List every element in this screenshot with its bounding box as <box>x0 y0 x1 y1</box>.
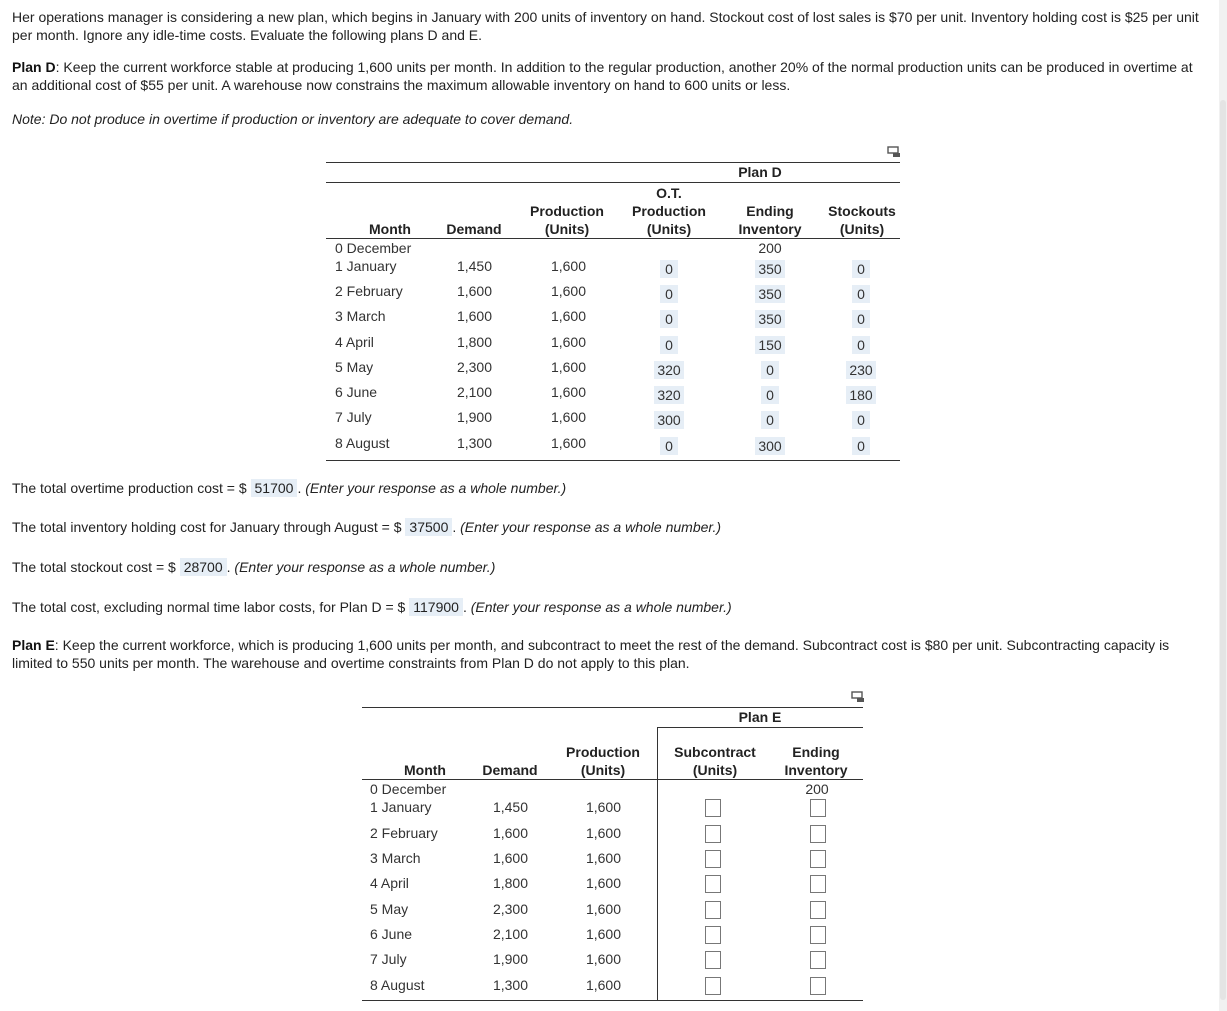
stockout-cell[interactable]: 0 <box>852 437 870 455</box>
stockout-cost-hint: (Enter your response as a whole number.) <box>234 559 496 575</box>
plan-e-divider <box>657 727 658 1001</box>
ending-inventory-cell[interactable]: 350 <box>755 260 785 278</box>
demand-value: 1,600 <box>456 283 492 299</box>
subcontract-input[interactable] <box>705 951 721 969</box>
plan-e-title: Plan E <box>738 709 782 725</box>
demand-value: 1,800 <box>492 875 528 891</box>
ot-production-cell[interactable]: 0 <box>660 260 678 278</box>
demand-value: 1,300 <box>456 435 492 451</box>
ot-production-cell[interactable]: 300 <box>654 411 684 429</box>
month-label: 0 December <box>335 240 412 256</box>
production-value: 1,600 <box>550 308 586 324</box>
header-production-units: (Units) <box>580 762 626 778</box>
ending-inventory-input[interactable] <box>810 875 826 893</box>
ending-inventory-cell[interactable]: 0 <box>761 386 779 404</box>
download-icon[interactable] <box>887 146 901 158</box>
plan-d-description <box>12 58 1207 94</box>
ending-inventory-input[interactable] <box>810 850 826 868</box>
month-label: 3 March <box>335 308 386 324</box>
month-label: 5 May <box>335 359 374 375</box>
month-label: 3 March <box>370 850 421 866</box>
demand-value: 1,300 <box>492 977 528 993</box>
month-label: 6 June <box>335 384 378 400</box>
total-cost-label: The total cost, excluding normal time labor costs, for Plan D = $ <box>12 599 406 615</box>
ending-inventory-cell[interactable]: 350 <box>755 310 785 328</box>
header-month: Month <box>404 762 446 778</box>
ot-cost-hint: (Enter your response as a whole number.) <box>305 480 567 496</box>
demand-value: 1,450 <box>492 799 528 815</box>
month-label: 7 July <box>370 951 407 967</box>
subcontract-input[interactable] <box>705 901 721 919</box>
plan-d-text: : Keep the current workforce stable at producing 1,600 units per month. In addition to the regular production, another 20% of the normal production units can be produced in overtime at an additional cost of $55 per unit. A warehouse now constrains the maximum allowable inventory on hand to 600 units or less. <box>12 59 1193 93</box>
ending-inventory-cell[interactable]: 300 <box>755 437 785 455</box>
stockout-cell[interactable]: 230 <box>846 361 876 379</box>
ending-inventory-input[interactable] <box>810 977 826 995</box>
header-ending-inventory: Inventory <box>784 762 848 778</box>
production-value: 1,600 <box>550 283 586 299</box>
ending-inventory-cell[interactable]: 0 <box>761 361 779 379</box>
production-value: 1,600 <box>585 926 621 942</box>
production-value: 1,600 <box>550 435 586 451</box>
stockout-cost-line: The total stockout cost = $ 28700 . (Enter your response as a whole number.) <box>12 559 496 575</box>
holding-cost-hint: (Enter your response as a whole number.) <box>460 519 722 535</box>
plan-d-header-rule <box>326 238 900 239</box>
ot-cost-line: The total overtime production cost = $ 51700 . (Enter your response as a whole number.) <box>12 480 567 496</box>
header-ending: Ending <box>746 203 794 219</box>
month-label: 2 February <box>335 283 403 299</box>
demand-value: 1,600 <box>492 850 528 866</box>
stockout-cell[interactable]: 0 <box>852 336 870 354</box>
header-subcontract: Subcontract <box>674 744 756 760</box>
production-value: 1,600 <box>550 359 586 375</box>
demand-value: 1,600 <box>492 825 528 841</box>
ot-production-cell[interactable]: 0 <box>660 285 678 303</box>
total-cost-answer[interactable]: 117900 <box>409 598 463 616</box>
ending-inventory-cell[interactable]: 150 <box>755 336 785 354</box>
subcontract-input[interactable] <box>705 799 721 817</box>
ending-inventory-input[interactable] <box>810 901 826 919</box>
ending-inventory-cell[interactable]: 350 <box>755 285 785 303</box>
production-value: 1,600 <box>550 409 586 425</box>
plan-d-top-rule <box>326 162 900 163</box>
header-ending: Ending <box>792 744 840 760</box>
header-month: Month <box>369 221 411 237</box>
ot-cost-answer[interactable]: 51700 <box>251 479 298 497</box>
holding-cost-label: The total inventory holding cost for January through August = $ <box>12 519 402 535</box>
plan-e-description <box>12 636 1207 672</box>
production-value: 1,600 <box>585 977 621 993</box>
header-ot-units: (Units) <box>646 221 692 237</box>
demand-value: 1,800 <box>456 334 492 350</box>
header-ending-inventory: Inventory <box>738 221 802 237</box>
header-subcontract-units: (Units) <box>692 762 738 778</box>
production-value: 1,600 <box>585 951 621 967</box>
stockout-cost-answer[interactable]: 28700 <box>180 558 227 576</box>
plan-e-text: : Keep the current workforce, which is producing 1,600 units per month, and subcontract to meet the rest of the demand. Subcontract cost is $80 per unit. Subcontracting capacity is limited to 550 units per month. The warehouse and overtime constraints from Plan D do not apply to this plan. <box>12 637 1170 671</box>
ot-production-cell[interactable]: 320 <box>654 361 684 379</box>
plan-d-start-inventory: 200 <box>758 240 782 256</box>
stockout-cell[interactable]: 0 <box>852 310 870 328</box>
holding-cost-line: The total inventory holding cost for January through August = $ 37500 . (Enter your response as a whole number.) <box>12 519 722 535</box>
subcontract-input[interactable] <box>705 825 721 843</box>
ending-inventory-input[interactable] <box>810 799 826 817</box>
production-value: 1,600 <box>550 334 586 350</box>
month-label: 1 January <box>335 258 397 274</box>
plan-d-title: Plan D <box>738 164 782 180</box>
production-value: 1,600 <box>585 799 621 815</box>
stockout-cell[interactable]: 180 <box>846 386 876 404</box>
subcontract-input[interactable] <box>705 977 721 995</box>
header-production: Production <box>530 203 604 219</box>
stockout-cell[interactable]: 0 <box>852 260 870 278</box>
month-label: 4 April <box>370 875 409 891</box>
production-value: 1,600 <box>585 875 621 891</box>
month-label: 2 February <box>370 825 438 841</box>
note-text: Note: Do not produce in overtime if production or inventory are adequate to cover demand. <box>12 111 574 127</box>
page-scrollbar[interactable] <box>1219 0 1227 1011</box>
ot-cost-label: The total overtime production cost = $ <box>12 480 247 496</box>
production-value: 1,600 <box>585 850 621 866</box>
month-label: 6 June <box>370 926 413 942</box>
month-label: 8 August <box>370 977 425 993</box>
ending-inventory-input[interactable] <box>810 825 826 843</box>
plan-d-label: Plan D <box>12 59 56 75</box>
total-cost-line: The total cost, excluding normal time labor costs, for Plan D = $ 117900 . (Enter your response as a whole number.) <box>12 599 732 615</box>
header-stockouts-units: (Units) <box>839 221 885 237</box>
demand-value: 1,900 <box>456 409 492 425</box>
production-value: 1,600 <box>585 901 621 917</box>
subcontract-input[interactable] <box>705 850 721 868</box>
ending-inventory-cell[interactable]: 0 <box>761 411 779 429</box>
month-label: 1 January <box>370 799 432 815</box>
month-label: 0 December <box>370 781 447 797</box>
demand-value: 1,600 <box>456 308 492 324</box>
demand-value: 1,900 <box>492 951 528 967</box>
subcontract-input[interactable] <box>705 926 721 944</box>
production-value: 1,600 <box>550 258 586 274</box>
download-icon[interactable] <box>851 691 865 703</box>
holding-cost-answer[interactable]: 37500 <box>405 518 452 536</box>
month-label: 4 April <box>335 334 374 350</box>
plan-e-title-rule <box>657 727 863 728</box>
month-label: 5 May <box>370 901 409 917</box>
ot-production-cell[interactable]: 320 <box>654 386 684 404</box>
stockout-cell[interactable]: 0 <box>852 285 870 303</box>
demand-value: 2,100 <box>492 926 528 942</box>
plan-e-label: Plan E <box>12 637 55 653</box>
header-ot: O.T. <box>656 185 682 201</box>
header-stockouts: Stockouts <box>828 203 896 219</box>
production-value: 1,600 <box>550 384 586 400</box>
ot-production-cell[interactable]: 0 <box>660 310 678 328</box>
header-ot-production: Production <box>632 203 706 219</box>
production-value: 1,600 <box>585 825 621 841</box>
scrollbar-thumb[interactable] <box>1220 100 1226 1000</box>
demand-value: 1,450 <box>456 258 492 274</box>
intro-paragraph: Her operations manager is considering a new plan, which begins in January with 200 units of inventory on hand. Stockout cost of lost sales is $70 per unit. Inventory holding cost is $25 per unit per month. Ignore any idle-time costs. Evaluate the following plans D and E. <box>12 9 1199 43</box>
plan-e-bottom-rule <box>362 1000 863 1001</box>
header-production-units: (Units) <box>544 221 590 237</box>
subcontract-input[interactable] <box>705 875 721 893</box>
plan-d-bottom-rule <box>326 460 900 461</box>
ot-production-cell[interactable]: 0 <box>660 437 678 455</box>
plan-e-start-inventory: 200 <box>805 781 829 797</box>
month-label: 7 July <box>335 409 372 425</box>
ending-inventory-input[interactable] <box>810 951 826 969</box>
header-demand: Demand <box>446 221 502 237</box>
ot-production-cell[interactable]: 0 <box>660 336 678 354</box>
plan-d-title-rule <box>326 182 900 183</box>
stockout-cell[interactable]: 0 <box>852 411 870 429</box>
header-production: Production <box>566 744 640 760</box>
total-cost-hint: (Enter your response as a whole number.) <box>470 599 732 615</box>
header-demand: Demand <box>482 762 538 778</box>
demand-value: 2,100 <box>456 384 492 400</box>
ending-inventory-input[interactable] <box>810 926 826 944</box>
demand-value: 2,300 <box>456 359 492 375</box>
month-label: 8 August <box>335 435 390 451</box>
demand-value: 2,300 <box>492 901 528 917</box>
stockout-cost-label: The total stockout cost = $ <box>12 559 176 575</box>
